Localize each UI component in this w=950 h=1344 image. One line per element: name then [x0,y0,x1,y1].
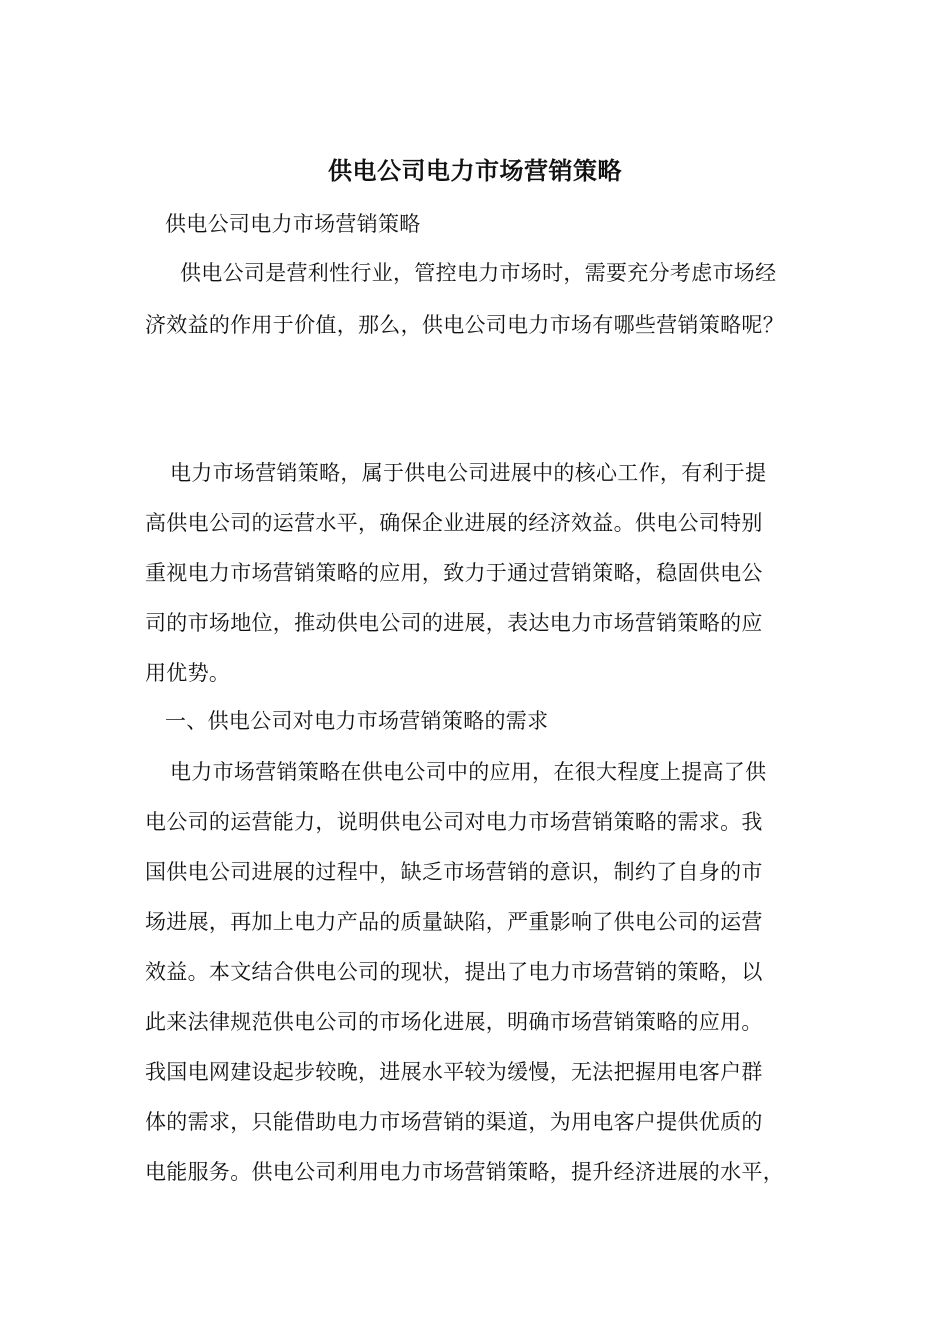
paragraph-line: 电力市场营销策略在供电公司中的应用，在很大程度上提高了供 [170,760,767,784]
paragraph-line: 效益。本文结合供电公司的现状，提出了电力市场营销的策略，以 [145,960,763,984]
paragraph-line: 此来法律规范供电公司的市场化进展，明确市场营销策略的应用。 [145,1010,763,1034]
document-subtitle: 供电公司电力市场营销策略 [165,212,421,236]
paragraph-line: 司的市场地位，推动供电公司的进展，表达电力市场营销策略的应 [145,611,763,635]
paragraph-line: 电能服务。供电公司利用电力市场营销策略，提升经济进展的水平， [145,1160,784,1184]
paragraph-line: 我国电网建设起步较晚，进展水平较为缓慢，无法把握用电客户群 [145,1060,763,1084]
paragraph-line: 用优势。 [145,661,231,685]
paragraph-line: 电公司的运营能力，说明供电公司对电力市场营销策略的需求。我 [145,810,763,834]
paragraph-line: 体的需求，只能借助电力市场营销的渠道，为用电客户提供优质的 [145,1110,763,1134]
paragraph-line: 重视电力市场营销策略的应用，致力于通过营销策略，稳固供电公 [145,561,763,585]
paragraph-line: 电力市场营销策略，属于供电公司进展中的核心工作，有利于提 [170,461,767,485]
paragraph-line: 国供电公司进展的过程中，缺乏市场营销的意识，制约了自身的市 [145,860,763,884]
intro-line: 供电公司是营利性行业，管控电力市场时，需要充分考虑市场经 [180,261,777,285]
paragraph-line: 高供电公司的运营水平，确保企业进展的经济效益。供电公司特别 [145,511,763,535]
intro-line: 济效益的作用于价值，那么，供电公司电力市场有哪些营销策略呢？ [145,313,784,337]
paragraph-line: 场进展，再加上电力产品的质量缺陷，严重影响了供电公司的运营 [145,910,763,934]
document-title: 供电公司电力市场营销策略 [328,156,622,185]
section-heading: 一、供电公司对电力市场营销策略的需求 [165,709,549,733]
